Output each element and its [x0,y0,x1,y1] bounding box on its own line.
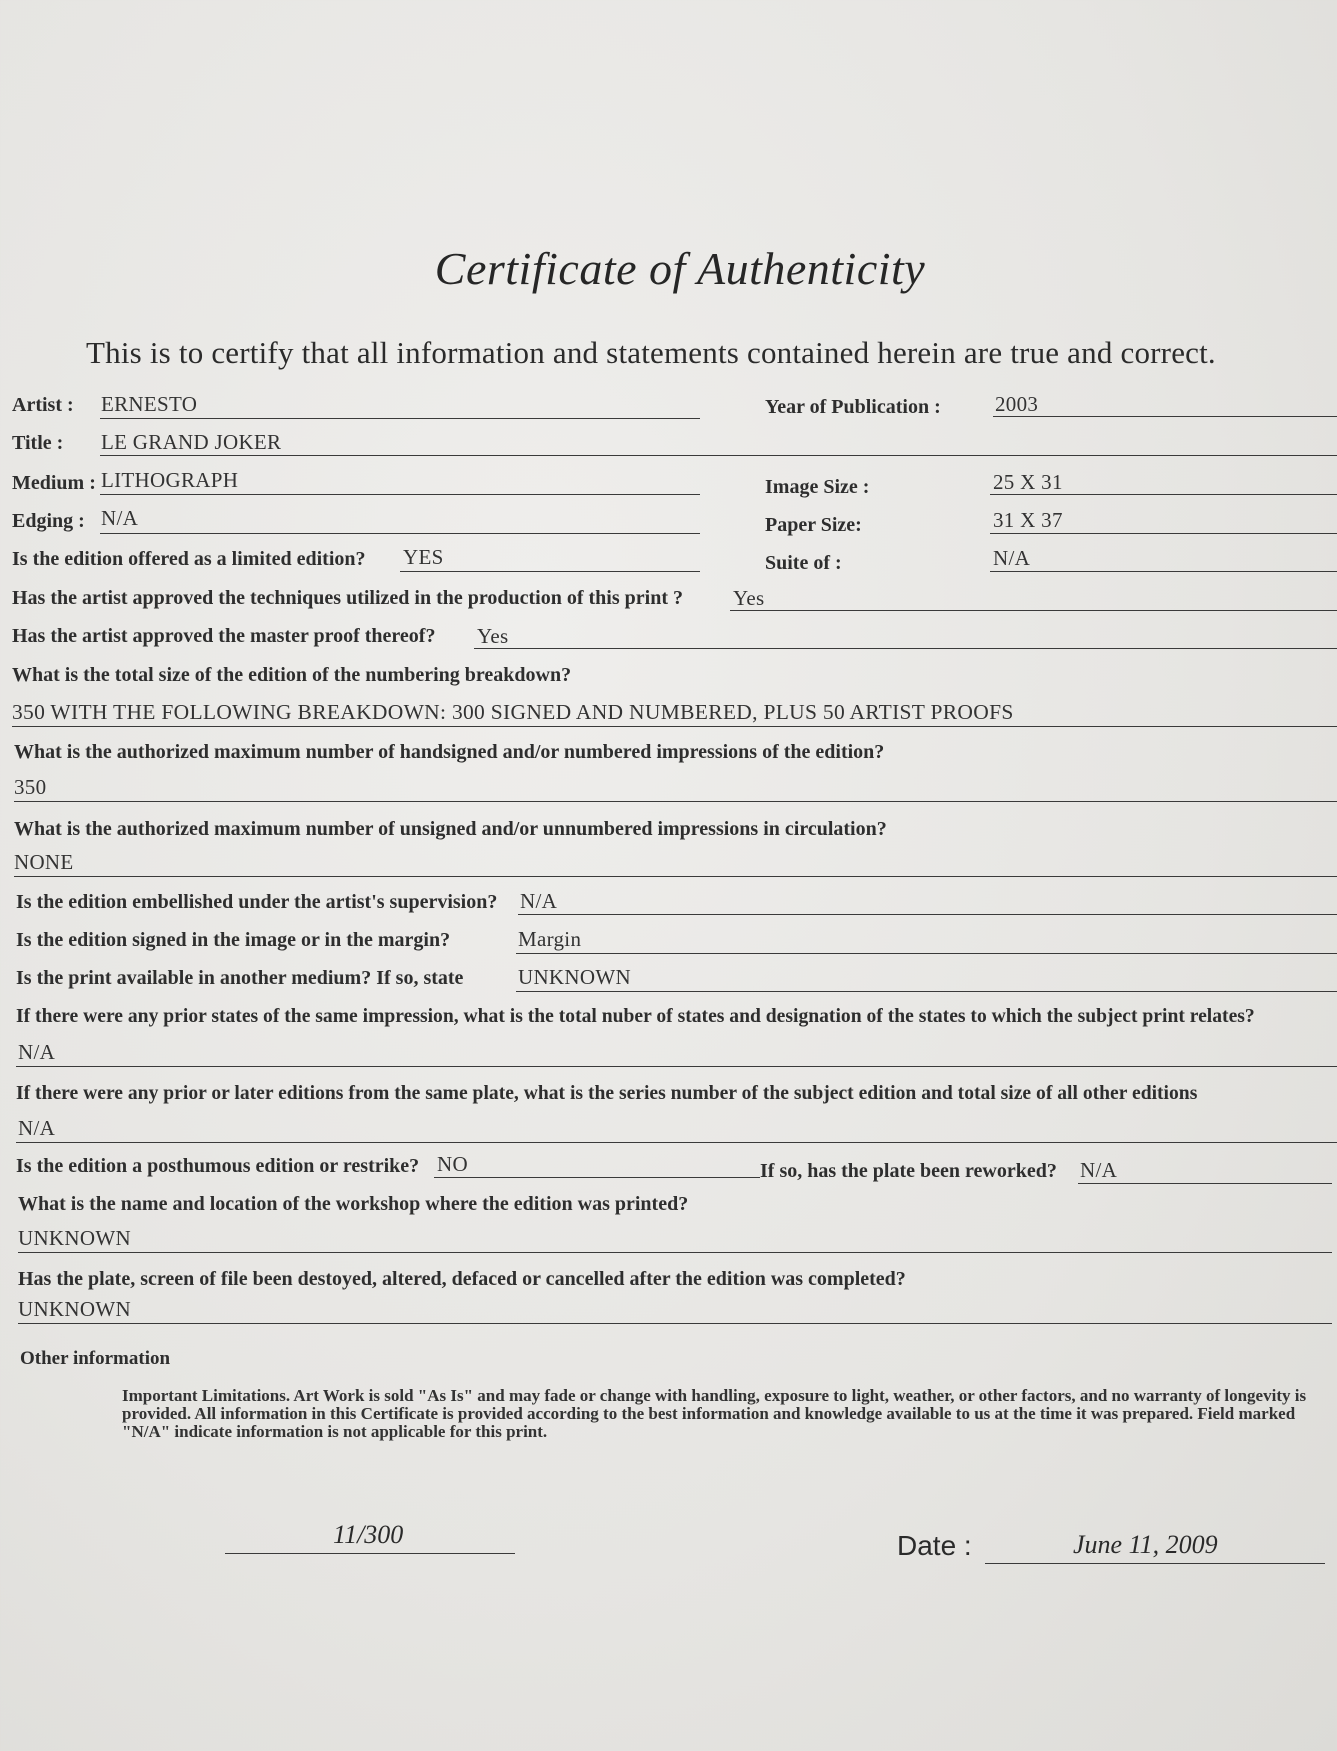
embellished-underline [518,914,1337,915]
image-size-underline [990,494,1337,495]
artist-label: Artist : [12,394,74,416]
suite-value: N/A [993,546,1031,570]
destroyed-value: UNKNOWN [18,1297,131,1321]
other-medium-label: Is the print available in another medium? If so, state [16,967,464,989]
destroyed-underline [18,1323,1332,1324]
embellished-label: Is the edition embellished under the artist's supervision? [16,891,498,913]
max-signed-value: 350 [14,775,47,799]
title-label: Title : [12,432,64,454]
total-size-label: What is the total size of the edition of the numbering breakdown? [12,664,572,686]
date-underline [985,1563,1325,1564]
edging-label: Edging : [12,510,85,532]
date-label: Date : [897,1530,972,1561]
signed-where-value: Margin [518,927,582,951]
reworked-label: If so, has the plate been reworked? [760,1160,1057,1182]
paper-size-label: Paper Size: [765,514,862,536]
reworked-value: N/A [1080,1158,1118,1182]
workshop-value: UNKNOWN [18,1226,131,1250]
master-proof-label: Has the artist approved the master proof thereof? [12,625,436,647]
limited-edition-value: YES [403,545,444,569]
other-medium-underline [516,991,1337,992]
master-proof-underline [474,648,1337,649]
prior-editions-value: N/A [18,1116,56,1140]
suite-underline [990,571,1337,572]
year-underline [993,416,1337,417]
workshop-label: What is the name and location of the workshop where the edition was printed? [18,1193,689,1215]
max-signed-underline [14,801,1337,802]
suite-label: Suite of : [765,552,842,574]
edging-underline [100,533,700,534]
artist-underline [100,418,700,419]
prior-states-underline [16,1066,1337,1067]
title-value: LE GRAND JOKER [101,430,282,454]
date-value: June 11, 2009 [1073,1530,1218,1559]
prior-editions-underline [16,1142,1337,1143]
destroyed-label: Has the plate, screen of file been destoyed, altered, defaced or cancelled after the edition was completed? [18,1268,906,1290]
reworked-underline [1078,1183,1332,1184]
max-unsigned-label: What is the authorized maximum number of unsigned and/or unnumbered impressions in circulation? [14,818,887,840]
medium-value: LITHOGRAPH [101,468,239,492]
limited-edition-underline [400,571,700,572]
posthumous-value: NO [437,1152,468,1176]
posthumous-underline [434,1177,760,1178]
workshop-underline [18,1252,1332,1253]
prior-editions-label: If there were any prior or later editions from the same plate, what is the series number of the subject edition and total size of all other editions [16,1083,1198,1104]
max-unsigned-underline [14,876,1337,877]
total-size-underline [12,726,1337,727]
signed-where-label: Is the edition signed in the image or in the margin? [16,929,451,951]
medium-underline [100,494,700,495]
edition-number: 11/300 [333,1520,404,1549]
other-medium-value: UNKNOWN [518,965,631,989]
title-underline [100,455,1337,456]
paper-size-underline [990,533,1337,534]
techniques-underline [730,610,1337,611]
max-signed-label: What is the authorized maximum number of handsigned and/or numbered impressions of the edition? [14,741,885,763]
certificate-title: Certificate of Authenticity [434,243,926,294]
important-limitations-text: Important Limitations. Art Work is sold "As Is" and may fade or change with handling, exposure to light, weather, or other factors, and no warranty of longevity is provided. All information in this Certificate is provided according to the best information and knowledge available to us at the time it was prepared. Field marked "N/A" indicate information is not applicable for this print. [122,1386,1307,1441]
prior-states-label: If there were any prior states of the same impression, what is the total nuber of states and designation of the states to which the subject print relates? [16,1006,1255,1027]
year-label: Year of Publication : [765,396,941,418]
paper-size-value: 31 X 37 [993,508,1063,532]
edging-value: N/A [101,506,139,530]
limited-edition-label: Is the edition offered as a limited edition? [12,548,366,570]
certification-statement: This is to certify that all information and statements contained herein are true and correct. [86,335,1216,370]
embellished-value: N/A [520,889,558,913]
posthumous-label: Is the edition a posthumous edition or restrike? [16,1155,420,1177]
image-size-value: 25 X 31 [993,470,1063,494]
year-value: 2003 [995,392,1039,416]
max-unsigned-value: NONE [14,850,74,874]
techniques-label: Has the artist approved the techniques utilized in the production of this print ? [12,587,683,609]
total-size-value: 350 WITH THE FOLLOWING BREAKDOWN: 300 SIGNED AND NUMBERED, PLUS 50 ARTIST PROOFS [12,700,1014,724]
artist-value: ERNESTO [101,392,198,416]
master-proof-value: Yes [477,624,509,648]
signed-where-underline [516,953,1337,954]
techniques-value: Yes [733,586,765,610]
image-size-label: Image Size : [765,476,870,498]
medium-label: Medium : [12,472,96,494]
edition-number-underline [225,1553,515,1554]
other-information-label: Other information [20,1348,171,1369]
prior-states-value: N/A [18,1040,56,1064]
